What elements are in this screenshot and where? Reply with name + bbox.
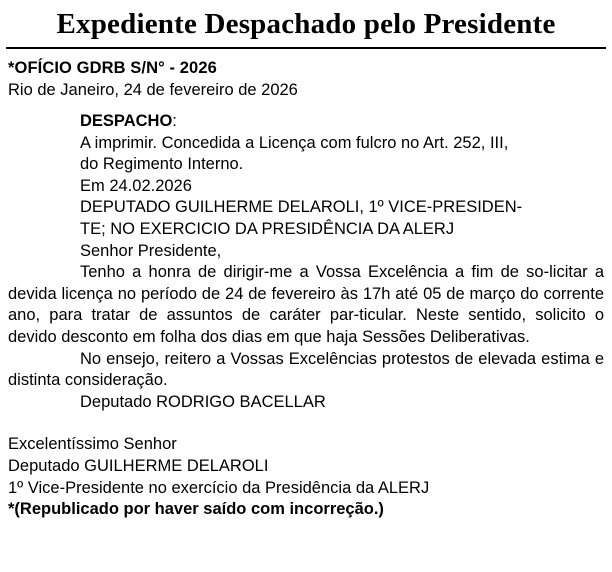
despacho-line-4: DEPUTADO GUILHERME DELAROLI, 1º VICE-PRESIDEN- — [80, 198, 523, 217]
addressee-block — [8, 434, 604, 520]
despacho-heading — [80, 111, 604, 133]
place-date: Rio de Janeiro, 24 de fevereiro de 2026 — [8, 81, 298, 99]
despacho-line-2: do Regimento Interno. — [80, 155, 244, 174]
oficio-number: *OFÍCIO GDRB S/N° - 2026 — [8, 59, 217, 77]
body-paragraph-1: Tenho a honra de dirigir-me a Vossa Excelência a fim de so-licitar a devida licença no período de 24 de fevereiro às 17h até 05 de março do corrente ano, para tratar de assuntos de caráter par-ticular. Neste sentido, solicito o devido desconto em folha dos dias em que haja Sessões Deliberativas. — [8, 263, 604, 346]
despacho-label: DESPACHO — [80, 112, 173, 130]
document-body — [0, 49, 612, 521]
despacho-block — [80, 111, 604, 262]
despacho-line-5: TE; NO EXERCICIO DA PRESIDÊNCIA DA ALERJ — [80, 219, 455, 238]
page-title: Expediente Despachado pelo Presidente — [56, 8, 556, 40]
body-paragraph-2: No ensejo, reitero a Vossas Excelências protestos de elevada estima e distinta consideração. — [8, 349, 604, 390]
addressee-line-1: Excelentíssimo Senhor — [8, 435, 177, 454]
addressee-line-3: 1º Vice-Presidente no exercício da Presidência da ALERJ — [8, 478, 430, 497]
signature-name: Deputado RODRIGO BACELLAR — [80, 392, 326, 411]
republication-note: *(Republicado por haver saído com incorreção.) — [8, 500, 384, 519]
despacho-colon: : — [172, 112, 177, 130]
addressee-line-2: Deputado GUILHERME DELAROLI — [8, 456, 269, 475]
despacho-line-1: A imprimir. Concedida a Licença com fulcro no Art. 252, III, — [80, 133, 509, 152]
signature-block — [80, 392, 604, 414]
despacho-line-3: Em 24.02.2026 — [80, 176, 192, 195]
vocative: Senhor Presidente, — [80, 241, 222, 260]
